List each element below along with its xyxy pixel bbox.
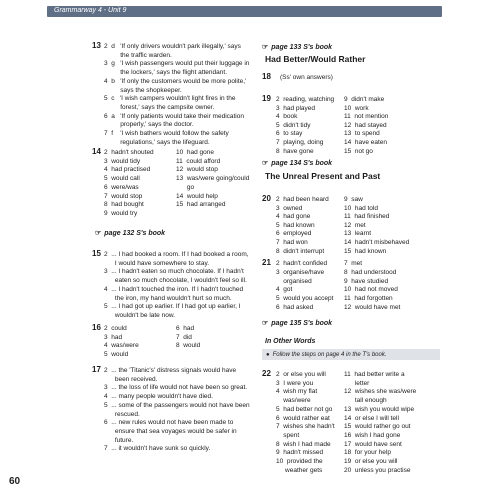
answer-line: 5 didn't tidy xyxy=(276,121,311,129)
answer-line: 11 had finished xyxy=(344,213,390,221)
answer-line: 15 had known xyxy=(344,247,387,255)
answer-line: the lockers,' says the flight attendant. xyxy=(104,69,227,77)
answer-line: 10 work xyxy=(344,104,369,112)
answer-line: 6 employed xyxy=(276,230,312,238)
answer-line: 4 b 'If only the customers would be more polite,' xyxy=(104,77,247,85)
answer-line: 13 wish you would wipe xyxy=(344,405,415,413)
answer-line: 2 d 'If only drivers wouldn't park illegally,' says xyxy=(104,43,241,50)
book-reference-132 xyxy=(95,230,165,238)
answer-line: 17 would have sent xyxy=(344,440,402,448)
answer-line: 6 would rather eat xyxy=(276,414,330,422)
answer-line: 3 g 'I wish passengers would put their luggage in xyxy=(104,60,250,68)
answer-line: 4 had practised xyxy=(104,166,151,174)
answer-line: 5 ... some of the passengers would not have been xyxy=(104,401,250,409)
answer-line: properly,' says the doctor. xyxy=(104,121,194,129)
answer-line: forest,' says the campsite owner. xyxy=(104,103,215,111)
answer-line: 13 learnt xyxy=(344,230,372,238)
answer-line: 5 would you accept xyxy=(276,295,334,303)
answer-line: regulations,' says the lifeguard. xyxy=(104,138,210,146)
exercise-18-answer: (Ss' own answers) xyxy=(280,74,333,81)
answer-line: 12 would stop xyxy=(176,166,218,174)
book-reference-133 xyxy=(262,44,332,52)
answer-line: 9 would try xyxy=(104,209,138,217)
book-reference-text: page 134 S's book xyxy=(271,160,333,167)
answer-line: was/were xyxy=(276,397,311,405)
teacher-tip-box xyxy=(262,349,440,360)
answer-line: 3 would tidy xyxy=(104,157,141,165)
answer-line: 8 didn't interrupt xyxy=(276,247,325,255)
exercise-21-number: 21 xyxy=(262,258,271,267)
answer-line: 12 met xyxy=(344,221,366,229)
answer-line: 9 saw xyxy=(344,196,363,203)
answer-line: 3 had xyxy=(104,333,123,341)
answer-line: 10 provided the xyxy=(276,458,323,465)
answer-line: 3 ... the loss of life would not have been so great. xyxy=(104,384,248,392)
answer-line: 5 had better not go xyxy=(276,405,333,413)
exercise-19-number: 19 xyxy=(262,94,271,103)
answer-line: 6 had xyxy=(176,325,195,332)
exercise-22-number: 22 xyxy=(262,369,271,378)
answer-line: 5 would call xyxy=(104,175,140,183)
answer-line: 3 owned xyxy=(276,204,303,212)
answer-line: 10 had not moved xyxy=(344,286,398,294)
book-reference-text: page 132 S's book xyxy=(104,230,166,237)
answer-line: 2 had been heard xyxy=(276,196,329,203)
section-subtitle-other-words: In Other Words xyxy=(265,338,316,345)
answer-line: 12 would have met xyxy=(344,304,401,311)
answer-line: 13 to spend xyxy=(344,130,380,138)
answer-line: rescued. xyxy=(104,410,140,418)
answer-line: 4 wish my flat xyxy=(276,388,318,396)
answer-line: 2 ... I had booked a room. If I had booked a room, xyxy=(104,251,249,258)
section-title-unreal-present: The Unreal Present and Past xyxy=(265,171,381,181)
answer-line: 10 had gone xyxy=(176,149,214,156)
teacher-tip-text: Follow the steps on page 4 in the T's book. xyxy=(272,352,387,358)
hand-pointer-icon: ☞ xyxy=(95,230,102,237)
answer-line: 16 wish I had gone xyxy=(344,431,401,439)
book-reference-134 xyxy=(262,160,332,168)
answer-line: 4 had gone xyxy=(276,213,311,221)
book-reference-text: page 133 S's book xyxy=(271,44,333,51)
exercise-17-number: 17 xyxy=(92,365,101,374)
answer-line: 4 ... I hadn't touched the iron. If I hadn't touched xyxy=(104,285,244,293)
answer-line: 6 had asked xyxy=(276,304,314,311)
answer-line: I would have somewhere to stay. xyxy=(104,259,210,267)
answer-line: 7 f 'I wish bathers would follow the safety xyxy=(104,130,229,137)
hand-pointer-icon: ☞ xyxy=(262,44,269,51)
answer-line: 7 playing, doing xyxy=(276,139,324,146)
exercise-18-number: 18 xyxy=(262,72,271,81)
answer-line: been received. xyxy=(104,375,158,383)
answer-line: organised xyxy=(276,277,312,285)
answer-line: 11 could afford xyxy=(176,157,221,165)
answer-line: the iron, my hand wouldn't hurt so much. xyxy=(104,294,232,302)
answer-line: 9 hadn't missed xyxy=(276,449,324,457)
answer-line: 3 had played xyxy=(276,104,316,112)
answer-line: 19 or else you will xyxy=(344,458,398,465)
answer-line: 13 was/were going/could xyxy=(176,175,250,183)
answer-line: 4 got xyxy=(276,286,293,294)
answer-line: eaten so much chocolate, I wouldn't feel so ill. xyxy=(104,277,247,285)
exercise-15-number: 15 xyxy=(92,249,101,258)
answer-line: 11 had better write a xyxy=(344,371,405,378)
answer-line: 2 reading, watching xyxy=(276,96,335,103)
hand-pointer-icon: ☞ xyxy=(262,160,269,167)
answer-line: 6 were/was xyxy=(104,183,139,191)
page-header xyxy=(47,6,442,17)
answer-line: 10 had told xyxy=(344,204,378,212)
answer-line: go xyxy=(176,183,195,191)
answer-line: 9 didn't make xyxy=(344,96,385,103)
answer-line: 3 ... I hadn't eaten so much chocolate. If I hadn't xyxy=(104,268,244,276)
answer-line: says the shopkeeper. xyxy=(104,86,182,94)
answer-line: 2 or else you will xyxy=(276,371,326,378)
answer-line: 3 I were you xyxy=(276,379,314,387)
answer-line: 9 have studied xyxy=(344,277,389,285)
answer-line: 7 ... it wouldn't have sunk so quickly. xyxy=(104,445,211,453)
answer-line: 6 to stay xyxy=(276,130,303,138)
answer-line: 14 or else I will tell xyxy=(344,414,399,422)
answer-line: 5 would xyxy=(104,351,129,359)
exercise-20-number: 20 xyxy=(262,194,271,203)
answer-line: spent xyxy=(276,431,300,439)
answer-line: 8 have gone xyxy=(276,147,314,155)
exercise-14-number: 14 xyxy=(92,147,101,156)
answer-line: 3 organise/have xyxy=(276,268,325,276)
answer-line: 15 had arranged xyxy=(176,201,226,209)
answer-line: 14 would help xyxy=(176,192,218,200)
answer-line: 5 c 'I wish campers wouldn't light fires in the xyxy=(104,95,236,103)
answer-line: 8 wish I had made xyxy=(276,440,331,448)
answer-line: 8 had bought xyxy=(104,201,144,209)
answer-line: 4 was/were xyxy=(104,342,139,350)
answer-line: 7 met xyxy=(344,260,363,267)
answer-line: 14 hadn't misbehaved xyxy=(344,239,410,246)
answer-line: wouldn't be late now. xyxy=(104,311,175,319)
book-reference-135 xyxy=(262,320,332,328)
answer-line: 2 ... the 'Titanic's' distress signals would have xyxy=(104,367,237,374)
exercise-16-number: 16 xyxy=(92,323,101,332)
answer-line: 8 had understood xyxy=(344,268,397,276)
answer-line: 14 have eaten xyxy=(344,139,388,146)
answer-line: letter xyxy=(344,379,370,387)
answer-line: 12 wishes she was/were xyxy=(344,388,417,396)
answer-line: 12 had stayed xyxy=(344,121,387,129)
exercise-13-number: 13 xyxy=(92,41,101,50)
answer-line: 4 book xyxy=(276,113,298,121)
answer-line: 5 had known xyxy=(276,221,315,229)
answer-line: the traffic warden. xyxy=(104,51,172,59)
answer-line: 18 for your help xyxy=(344,449,391,457)
answer-line: weather gets xyxy=(276,466,323,474)
answer-line: 2 hadn't confided xyxy=(276,260,328,267)
answer-line: 8 would xyxy=(176,342,201,350)
answer-line: 20 unless you practise xyxy=(344,466,411,474)
answer-line: 2 could xyxy=(104,325,127,332)
header-title: Grammarway 4 - Unit 9 xyxy=(54,7,127,14)
answer-line: future. xyxy=(104,436,134,444)
answer-line: 2 hadn't shouted xyxy=(104,149,154,156)
answer-line: 6 a 'If only patients would take their medication xyxy=(104,112,244,120)
book-reference-text: page 135 S's book xyxy=(271,320,333,327)
answer-line: 15 not go xyxy=(344,147,373,155)
answer-line: 6 ... new rules would not have been made to xyxy=(104,419,234,427)
answer-line: 11 had forgotten xyxy=(344,295,393,303)
answer-line: 7 had won xyxy=(276,239,308,246)
answer-line: 4 ... many people wouldn't have died. xyxy=(104,393,213,401)
answer-line: 15 would rather go out xyxy=(344,423,411,431)
bullet-icon: ● xyxy=(266,352,270,358)
answer-line: 11 not mention xyxy=(344,113,389,121)
answer-line: ensure that sea voyages would be safer in xyxy=(104,427,237,435)
section-title-had-better: Had Better/Would Rather xyxy=(265,54,366,64)
answer-line: 5 ... I had got up earlier. If I had got up earlier, I xyxy=(104,303,241,311)
answer-line: 7 wishes she hadn't xyxy=(276,423,335,431)
page-number: 60 xyxy=(9,476,21,487)
answer-line: 7 did xyxy=(176,333,192,341)
answer-line: tall enough xyxy=(344,397,387,405)
answer-line: 7 would stop xyxy=(104,192,143,200)
hand-pointer-icon: ☞ xyxy=(262,320,269,327)
